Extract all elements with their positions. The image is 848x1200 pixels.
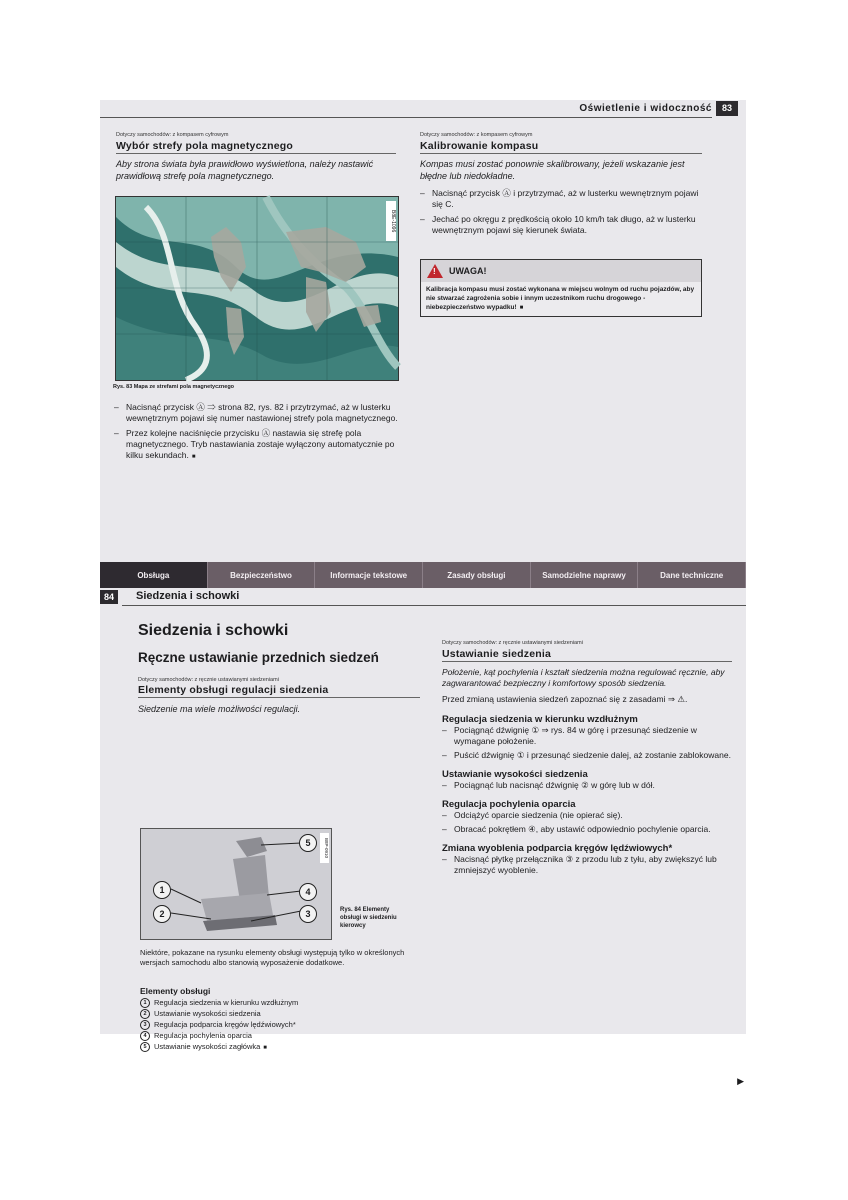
warning-title: UWAGA! <box>449 266 487 276</box>
applies-to: Dotyczy samochodów: z ręcznie ustawianymi siedzeniami <box>138 677 279 683</box>
figure-caption: Rys. 83 Mapa ze strefami pola magnetycznego <box>113 384 235 390</box>
step: – Pociągnąć lub nacisnąć dźwignię ② w górę lub w dół. <box>442 780 732 791</box>
applies-to: Dotyczy samochodów: z ręcznie ustawianymi siedzeniami <box>442 640 583 646</box>
header-title: Oświetlenie i widoczność <box>579 103 712 114</box>
legend-item: 1 Regulacja siedzenia w kierunku wzdłużnym <box>140 997 422 1008</box>
figure-caption-line: Rys. 84 Elementy <box>340 907 390 913</box>
applies-to: Dotyczy samochodów: z kompasem cyfrowym <box>420 132 533 138</box>
page-number: 84 <box>100 590 118 604</box>
step-1: – Nacisnąć przycisk Ⓐ i przytrzymać, aż w lusterku wewnętrznym pojawi się C. <box>420 188 702 210</box>
step: – Pociągnąć dźwignię ① ⇒ rys. 84 w górę i przesunąć siedzenie w wymagane położenie. <box>442 725 732 747</box>
chapter-title: Siedzenia i schowki <box>138 622 289 639</box>
subheading: Regulacja pochylenia oparcia <box>442 799 576 810</box>
section-heading: Kalibrowanie kompasu <box>420 140 702 154</box>
tab-samodzielne-naprawy: Samodzielne naprawy <box>531 562 639 588</box>
steps <box>442 810 732 835</box>
page-83 <box>100 100 746 562</box>
warning-text: Kalibracja kompasu musi zostać wykonana w miejscu wolnym od ruchu pojazdów, aby nie stwarzać zagrożenia sobie i innym uczestnikom ruchu drogowego - niebezpieczeństwo wypadku! ■ <box>421 282 701 316</box>
subheading: Zmiana wyoblenia podparcia kręgów lędźwiowych* <box>442 843 673 854</box>
intro-text: Siedzenie ma wiele możliwości regulacji. <box>138 704 301 714</box>
steps <box>442 854 732 876</box>
section-heading: Elementy obsługi regulacji siedzenia <box>138 684 420 698</box>
figure-caption <box>340 906 397 930</box>
legend-item: 4 Regulacja pochylenia oparcia <box>140 1030 422 1041</box>
subheading: Ustawianie wysokości siedzenia <box>442 769 588 780</box>
left-column <box>116 132 396 182</box>
warning-triangle-icon: ! <box>427 264 443 278</box>
warning-header <box>421 260 701 282</box>
legend-title: Elementy obsługi <box>140 986 211 996</box>
figure-caption-line: kierowcy <box>340 923 366 929</box>
number-circle-icon: 3 <box>140 1020 150 1030</box>
steps <box>442 780 732 791</box>
calibration-steps <box>420 188 702 236</box>
step: – Nacisnąć płytkę przełącznika ③ z przodu lub z tyłu, aby zwiększyć lub zmniejszyć wyoblenie. <box>442 854 732 876</box>
pre-note: Przed zmianą ustawienia siedzeń zapoznać się z zasadami ⇒ ⚠. <box>442 694 688 704</box>
legend-item: 3 Regulacja podparcia kręgów lędźwiowych* <box>140 1019 422 1030</box>
tab-obsluga: Obsługa <box>100 562 208 588</box>
warning-box <box>420 259 702 317</box>
right-column <box>442 640 732 876</box>
tab-zasady-obslugi: Zasady obsługi <box>423 562 531 588</box>
step-2: – Jechać po okręgu z prędkością około 10 km/h tak długo, aż w lusterku wewnętrznym pojawi się kierunek świata. <box>420 214 702 236</box>
step-1: – Nacisnąć przycisk Ⓐ ⇒ strona 82, rys. 82 i przytrzymać, aż w lusterku wewnętrznym pojawi się numer nastawionej strefy pola magnetycznego. <box>114 402 398 424</box>
applies-to: Dotyczy samochodów: z kompasem cyfrowym <box>116 132 229 138</box>
section-heading: Ustawianie siedzenia <box>442 648 732 662</box>
note-text: Niektóre, pokazane na rysunku elementy obsługi występują tylko w określonych wersjach samochodu albo stanowią wyposażenie dodatkowe. <box>140 948 405 967</box>
tab-dane-techniczne: Dane techniczne <box>638 562 746 588</box>
number-circle-icon: 2 <box>140 1009 150 1019</box>
step: – Obracać pokrętłem ④, aby ustawić odpowiednio pochylenie oparcia. <box>442 824 732 835</box>
right-column <box>420 132 702 236</box>
header-title: Siedzenia i schowki <box>136 590 240 602</box>
step: – Puścić dźwignię ① i przesunąć siedzenie dalej, aż zostanie zablokowane. <box>442 750 732 761</box>
magnetic-zone-map <box>115 196 399 381</box>
callout-4: 4 <box>299 883 317 901</box>
number-circle-icon: 4 <box>140 1031 150 1041</box>
legend-item: 2 Ustawianie wysokości siedzenia <box>140 1008 422 1019</box>
intro-text: Położenie, kąt pochylenia i kształt siedzenia można regulować ręcznie, aby zagwarantować bezpieczny i komfortowy sposób siedzenia. <box>442 667 725 688</box>
figure-code: B8P-0910 <box>320 833 329 863</box>
legend-item: 5 Ustawianie wysokości zagłówka ■ <box>140 1041 422 1054</box>
intro-text: Aby strona świata była prawidłowo wyświetlona, należy nastawić prawidłową strefę pola magnetycznego. <box>116 159 374 181</box>
step-2: – Przez kolejne naciśnięcie przycisku Ⓐ nastawia się strefę pola magnetycznego. Tryb nastawiania zostaje wyłączony automatycznie po kilku sekundach. ■ <box>114 428 398 463</box>
callout-5: 5 <box>299 834 317 852</box>
seat-figure <box>140 828 332 940</box>
continue-arrow-icon: ▶ <box>737 1076 744 1086</box>
controls-legend <box>140 986 422 1054</box>
steps <box>442 725 732 761</box>
intro-text: Kompas musi zostać ponownie skalibrowany, jeżeli wskazanie jest błędne lub niedokładne. <box>420 159 685 181</box>
number-circle-icon: 1 <box>140 998 150 1008</box>
page-84 <box>100 588 746 1086</box>
section-title: Ręczne ustawianie przednich siedzeń <box>138 650 379 665</box>
subheading: Regulacja siedzenia w kierunku wzdłużnym <box>442 714 638 725</box>
figure-caption-line: obsługi w siedzeniu <box>340 915 397 921</box>
left-steps <box>114 402 398 463</box>
tab-informacje-tekstowe: Informacje tekstowe <box>315 562 423 588</box>
chapter-tabs <box>100 562 746 588</box>
callout-2: 2 <box>153 905 171 923</box>
left-notes <box>140 948 422 968</box>
tab-bezpieczenstwo: Bezpieczeństwo <box>208 562 316 588</box>
map-code: B8E-1096 <box>386 201 396 241</box>
page-header <box>100 100 746 118</box>
left-column <box>138 622 420 715</box>
page-header <box>100 588 746 608</box>
callout-1: 1 <box>153 881 171 899</box>
page-number: 83 <box>716 101 738 116</box>
callout-3: 3 <box>299 905 317 923</box>
number-circle-icon: 5 <box>140 1042 150 1052</box>
scanned-photo <box>100 100 746 1086</box>
section-heading: Wybór strefy pola magnetycznego <box>116 140 396 154</box>
step: – Odciążyć oparcie siedzenia (nie opierać się). <box>442 810 732 821</box>
